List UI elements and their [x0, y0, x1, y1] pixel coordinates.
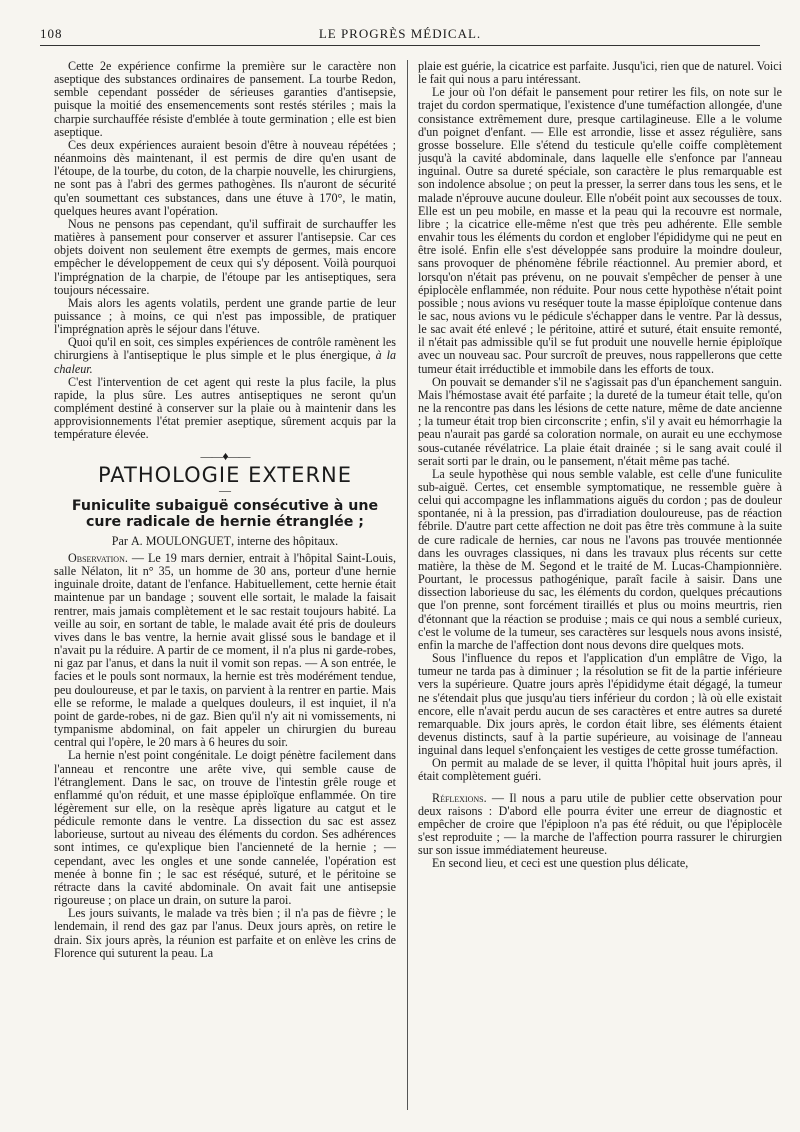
- paragraph: Nous ne pensons pas cependant, qu'il suffirait de surchauffer les matières à pansement pour conserver et assurer l'antisepsie. Car ces objets doivent non seulement être exempts de germes, mais encore empêcher le développement de ceux qui s'y déposent. Voilà pourquoi l'imprégnation de la charpie, de l'étoupe par les antiseptiques, sera toujours nécessaire.: [54, 216, 396, 297]
- paragraph-text: Quoi qu'il en soit, ces simples expériences de contrôle ramènent les chirurgiens à l'antiseptique le plus simple et le plus énergique,: [54, 335, 396, 363]
- paragraph-text: — Le 19 mars dernier, entrait à l'hôpital Saint-Louis, salle Nélaton, lit n° 35, un homme de 30 ans, porteur d'une hernie inguinale droite, datant de l'enfance. Habituellement, cette hernie était maintenue par un bandage ; souvent elle sortait, le malade la faisait rentrer, mais jamais complètement et le sac restait toujours habité. La veille au soir, en sortant de table, le malade avait été pris de douleurs vives dans le bas ventre, la hernie avait glissé sous le bandage et il n'avait pu la réduire. A partir de ce moment, il n'a plus ni garde-robes, ni gaz par l'anus, et dans la nuit il vomit son repas. — A son entrée, le facies et le pouls sont normaux, la hernie est très modérément tendue, peu douloureuse, et par le taxis, on parvient à la rentrer en partie. Mais elle se reforme, le malade a quelques douleurs, il est inquiet, il n'a point de garde-robes, ni de gaz. Bien qu'il n'y ait ni vomissements, ni tympanisme abdominal, on fait appeler un chirurgien du bureau central qui l'opère, le 20 mars à 6 heures du soir.: [54, 551, 396, 750]
- paragraph: On pouvait se demander s'il ne s'agissait pas d'un épanchement sanguin. Mais l'hémostase avait été parfaite ; la dureté de la tumeur était telle, qu'on ne la rencontre pas dans les lésions de cette nature, même de date ancienne ; la tumeur était trop bien circonscrite ; enfin, s'il y avait eu hémorrhagie la peau n'aurait pas gardé sa coloration normale, on aurait eu une ecchymose sous-cutanée révélatrice. La plaie était drainée ; si le sang avait coulé il serait sorti par le drain, ou le pansement, n'était même pas taché.: [418, 374, 782, 468]
- paragraph-text: — Il nous a paru utile de publier cette observation pour deux raisons : D'abord elle pourra éviter une erreur de diagnostic et empêcher de croire que l'épiploon n'a pas été réduit, ou que l'épiplocèle s'est reproduite ; — la marche de l'affection pourra rassurer le chirurgien sur son issue immédiatement heureuse.: [418, 790, 782, 858]
- right-column: [418, 60, 782, 1112]
- paragraph: Le jour où l'on défait le pansement pour retirer les fils, on note sur le trajet du cordon spermatique, l'existence d'une tuméfaction allongée, d'une consistance extrêmement dure, presque cartilagineuse. Elle a le volume d'un poignet d'enfant. — Elle est arrondie, lisse et assez régulière, sans grosse bosselure. Elle s'étend du testicule qu'elle coiffe complètement jusqu'à la cavité abdominale, dans laquelle elle s'enfonce par l'anneau inguinal. Outre sa dureté spéciale, son caractère le plus remarquable est son indolence absolue ; on peut la presser, la serrer dans tous les sens, et le malade n'éprouve aucune douleur. Elle n'obéit point aux secousses de toux. Elle est un peu mobile, en masse et la peau qui la recouvre est normale, libre ; la cicatrice elle-même n'est que très peu adhérente. Elle semble envahir tous les éléments du cordon et englober l'épididyme qui ne peut en être isolé. Enfin elle s'est développée sans produire la moindre douleur, sans provoquer de phénomène fébrile réactionnel. Au premier abord, et lorsqu'on n'était pas prévenu, on ne pouvait s'empêcher de penser à une épiplocèle enflammée, non réduite. Pour nous cette hypothèse n'était point possible ; nous avions vu reséquer toute la masse épiploïque contenue dans le sac, nous avions vu le pédicule s'échapper dans le ventre. Par là dessus, le sac avait été enlevé ; le péritoine, attiré et suturé, était ensuite remonté, il n'était pas admissible qu'il se fut produit une nouvelle hernie épiploïque avec un nouveau sac. Pour surcroît de preuves, nous rappellerons que cette tumeur était irréductible et immobile dans les efforts de toux.: [418, 85, 782, 376]
- byline-suffix: , interne des hôpitaux.: [231, 533, 339, 548]
- byline-prefix: Par: [111, 533, 131, 548]
- short-rule: —: [219, 482, 231, 497]
- author-name: A. MOULONGUET: [130, 533, 232, 548]
- paragraph: [418, 792, 782, 858]
- observation-label: Observation.: [68, 551, 128, 565]
- reflections-label: Réflexions.: [432, 790, 487, 805]
- paragraph: En second lieu, et ceci est une question plus délicate,: [432, 856, 689, 871]
- italic-text: à la chaleur.: [54, 348, 396, 376]
- paragraph: Ces deux expériences auraient besoin d'être à nouveau répétées ; néanmoins dès maintenant, il est permis de dire qu'en usant de l'étoupe, de la tourbe, du coton, de la charpie nouvelle, les chirurgiens, ne sont pas à l'abri des germes pathogènes. Ils n'auront de sécurité qu'en soumettant ces substances, dans une étuve à 170°, le matin, quelques heures avant l'opération.: [54, 137, 396, 218]
- page-number: 108: [40, 26, 63, 41]
- column-divider: [407, 60, 408, 1110]
- left-column: [54, 60, 396, 1112]
- byline: [54, 535, 396, 548]
- running-header: [40, 26, 760, 44]
- article-title: Funiculite subaiguë consécutive à une cure radicale de hernie étranglée ;: [71, 497, 379, 530]
- paragraph: C'est l'intervention de cet agent qui reste la plus facile, la plus rapide, la plus sûre. Les autres antiseptiques ne seront qu'un complément destiné à conserver sur la plaie ou à maintenir dans les approvisionnements l'état premier aseptique, sûrement acquis par la température élevée.: [54, 374, 396, 442]
- journal-title: LE PROGRÈS MÉDICAL.: [318, 26, 482, 41]
- paragraph: La hernie n'est point congénitale. Le doigt pénètre facilement dans l'anneau et rencontre une arête vive, qui semble cause de l'étranglement. Dans le sac, on trouve de l'intestin grêle rouge et enflammé qu'on réduit, et une masse épiploïque enflammée. On tire légèrement sur elle, on la resèque après ligature au catgut et le pédicule remonte dans le ventre. La dissection du sac est assez laborieuse, surtout au niveau des éléments du cordon. Ses adhérences sont intimes, ce qu'explique bien l'ancienneté de la hernie ; — cependant, avec les ongles et une sonde cannelée, l'opération est menée à bonne fin ; le sac est réséqué, suturé, et le péritoine se rétracte dans la cavité abdominale. On avait fait une antisepsie rigoureuse ; on place un drain, on suture la paroi.: [54, 748, 396, 908]
- paragraph: On permit au malade de se lever, il quitta l'hôpital huit jours après, il était complètement guéri.: [418, 756, 782, 784]
- paragraph: plaie est guérie, la cicatrice est parfaite. Jusqu'ici, rien que de naturel. Voici le fait qui nous a paru intéressant.: [418, 60, 782, 87]
- paragraph: Mais alors les agents volatils, perdent une grande partie de leur puissance ; à moins, ce qui n'est pas impossible, de pratiquer l'imprégnation après le séjour dans l'étuve.: [54, 295, 396, 337]
- paragraph: [54, 552, 396, 749]
- ornament-divider: ――♦――: [200, 448, 250, 463]
- paragraph: Cette 2e expérience confirme la première sur le caractère non aseptique des substances ordinaires de pansement. La tourbe Redon, semble cependant posséder de sérieuses garanties d'antisepsie, puisque la moitié des ensemencements sont restés stériles ; mais la charpie surchauffée résiste d'emblée à toute germination ; elle est bien aseptique.: [54, 60, 396, 139]
- paragraph: Les jours suivants, le malade va très bien ; il n'a pas de fièvre ; le lendemain, il rend des gaz par l'anus. Deux jours après, on retire le drain. Six jours après, la réunion est parfaite et on enlève les crins de Florence qui suturent la peau. La: [54, 906, 396, 960]
- paragraph: [54, 336, 396, 375]
- section-title: PATHOLOGIE EXTERNE: [97, 462, 353, 487]
- paragraph: La seule hypothèse qui nous semble valable, est celle d'une funiculite sub-aiguë. Certes, cet ensemble symptomatique, ne ressemble guère à celui qui accompagne les inflammations aiguës du cordon ; pas de douleur spontanée, ni à la pression, pas d'irradiation douloureuse, pas de réaction fébrile. D'autre part cette affection ne doit pas être très commune à la suite de cure radicale de hernies, car nous ne l'avons pas trouvée mentionnée dans les ouvrages classiques, ni dans les travaux plus récents sur cette matière, la thèse de M. Segond et le traité de M. Lucas-Championnière. Pourtant, le processus pathogénique, paraît facile à saisir. Dans une dissection laborieuse du sac, les éléments du cordon, quelques précautions que l'on prenne, sont forcément tiraillés et plus ou moins meurtris, rien d'étonnant que la réaction se produise ; mais ce qui nous a semblé curieux, c'est le volume de la tumeur, ses caractères sur lesquels nous avons insisté, enfin la marche de l'affection dont nous devons dire quelques mots.: [418, 466, 782, 652]
- paragraph: Sous l'influence du repos et l'application d'un emplâtre de Vigo, la tumeur ne tarda pas à diminuer ; la résolution se fit de la partie inférieure vers la supérieure. Quatre jours après l'épididyme était dégagé, la tumeur ne s'étendait plus que jusqu'au tiers inférieur du cordon ; là où elle existait encore, elle n'avait perdu aucun de ses caractères et entre autres sa dureté remarquable. Dix jours après, le cordon était libre, ses éléments étaient devenus distincts, sauf à la partie supérieure, au voisinage de l'anneau inguinal dans lequel s'enfonçaient les vestiges de cette grosse tuméfaction.: [418, 651, 782, 758]
- header-rule: [40, 45, 760, 46]
